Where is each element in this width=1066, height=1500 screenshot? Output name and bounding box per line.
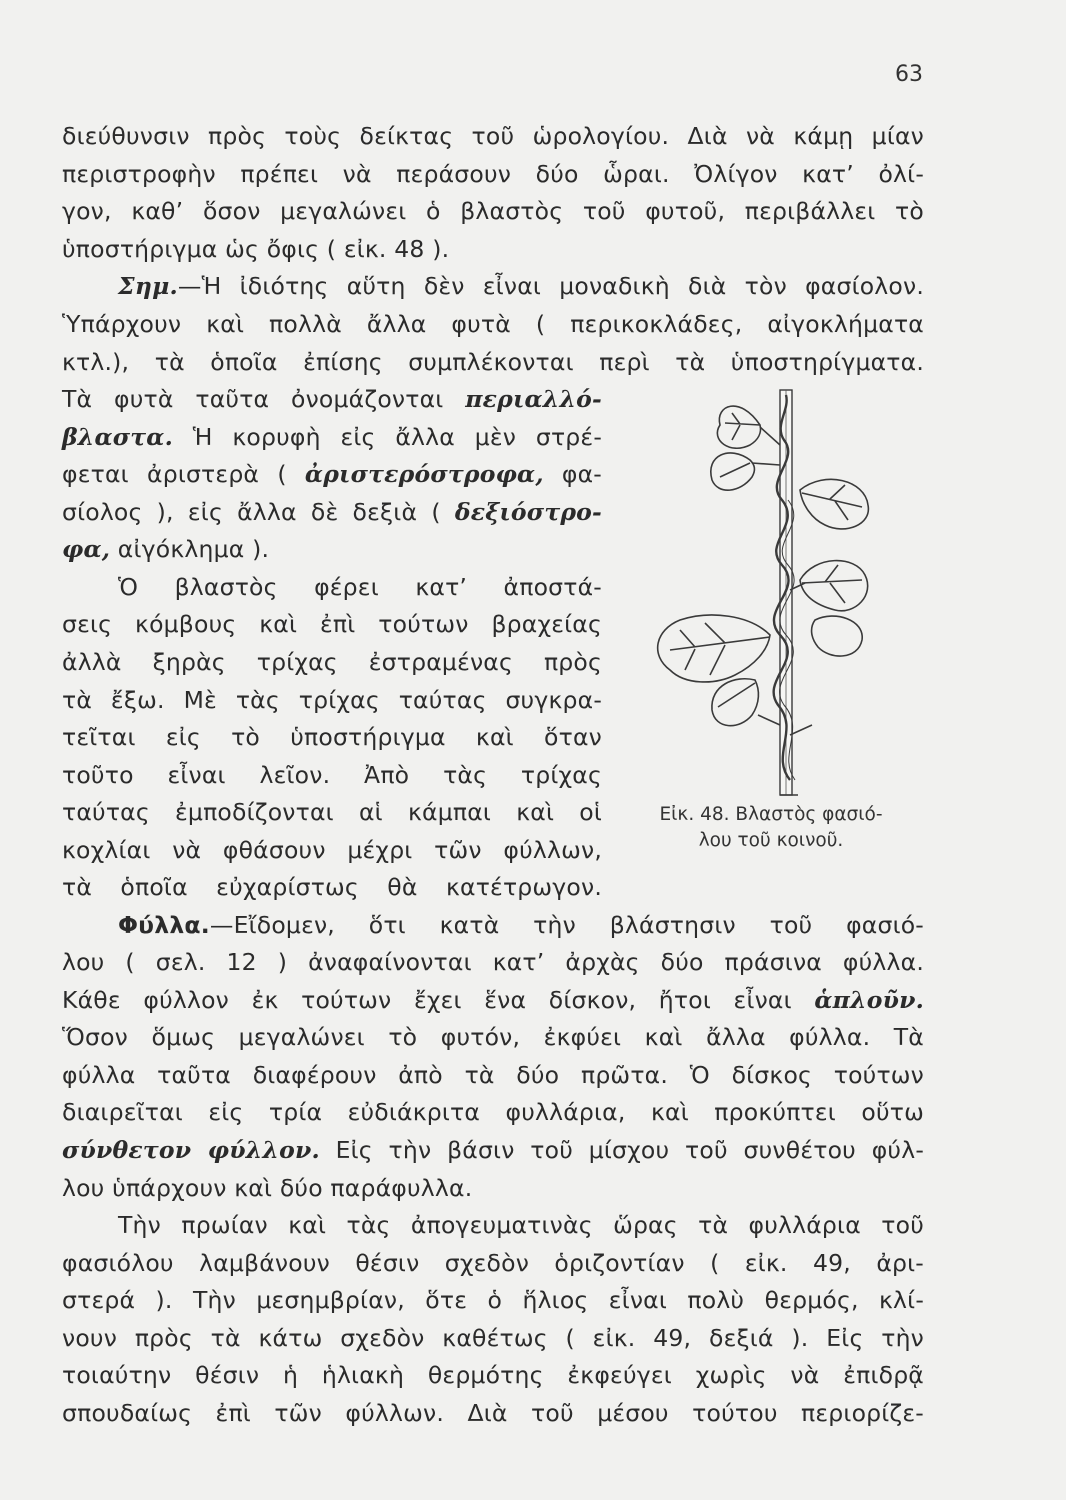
text-line: ταύτας ἐμποδίζονται αἱ κάμπαι καὶ οἱ: [62, 798, 602, 826]
text-span: Κάθε φύλλον ἐκ τούτων ἔχει ἕνα δίσκον, ἤτοι εἶναι: [62, 986, 815, 1014]
text-line: τοῦτο εἶναι λεῖον. Ἀπὸ τὰς τρίχας: [62, 761, 602, 789]
figure-caption: [636, 802, 906, 854]
text-line: ἀλλὰ ξηρὰς τρίχας ἐστραμένας πρὸς: [62, 648, 602, 676]
term-aploun: ἁπλοῦν.: [814, 986, 924, 1014]
text-line: φασιόλου λαμβάνουν θέσιν σχεδὸν ὁριζοντίαν ( εἰκ. 49, ἀρι-: [62, 1249, 924, 1277]
text-line: διεύθυνσιν πρὸς τοὺς δείκτας τοῦ ὡρολογίου. Διὰ νὰ κάμῃ μίαν: [62, 122, 924, 150]
term-dexiostrofa: δεξιόστρο-: [454, 498, 602, 526]
text-line: λου ὑπάρχουν καὶ δύο παράφυλλα.: [62, 1174, 473, 1202]
text-line: περιστροφὴν πρέπει νὰ περάσουν δύο ὧραι. Ὀλίγον κατ’ ὀλί-: [62, 160, 924, 188]
text-span: αἰγόκλημα ).: [110, 535, 270, 563]
text-span: Τὰ φυτὰ ταῦτα ὀνομάζονται: [62, 385, 466, 413]
text-line: κοχλίαι νὰ φθάσουν μέχρι τῶν φύλλων,: [62, 836, 602, 864]
text-line: τεῖται εἰς τὸ ὑποστήριγμα καὶ ὅταν: [62, 723, 602, 751]
text-line: ὑποστήριγμα ὡς ὄφις ( εἰκ. 48 ).: [62, 235, 450, 263]
term-perialloblasta-end: βλαστα.: [62, 423, 173, 451]
text-line: [62, 494, 602, 530]
term-dexiostrofa-end: φα,: [62, 535, 111, 563]
term-syntheton-fyllon: σύνθετον φύλλον.: [62, 1136, 320, 1164]
text-line: γον, καθ’ ὅσον μεγαλώνει ὁ βλαστὸς τοῦ φυτοῦ, περιβάλλει τὸ: [62, 197, 924, 225]
text-line: τὰ ὁποῖα εὐχαρίστως θὰ κατέτρωγον.: [62, 873, 602, 901]
note-line: [118, 268, 924, 304]
text-line: [62, 456, 602, 492]
text-span: σίολος ), εἰς ἄλλα δὲ δεξιὰ (: [62, 498, 455, 526]
note-text: —Ἡ ἰδιότης αὕτη δὲν εἶναι μοναδικὴ διὰ τὸν φασίολον.: [177, 272, 924, 300]
text-line: φύλλα ταῦτα διαφέρουν ἀπὸ τὰ δύο πρῶτα. Ὁ δίσκος τούτων: [62, 1061, 924, 1089]
text-span: Εἰς τὴν βάσιν τοῦ μίσχου τοῦ συνθέτου φύλ-: [319, 1136, 924, 1164]
text-line: [62, 531, 602, 567]
note-label: Σημ.: [118, 272, 178, 300]
text-line: [62, 1132, 924, 1168]
caption-line: Εἰκ. 48. Βλαστὸς φασιό-: [659, 804, 883, 825]
text-line: [118, 907, 924, 943]
text-line: [62, 381, 602, 417]
text-span: —Εἴδομεν, ὅτι κατὰ τὴν βλάστησιν τοῦ φασιό-: [209, 911, 924, 939]
section-heading-fylla: Φύλλα.: [118, 911, 210, 939]
caption-line: λου τοῦ κοινοῦ.: [698, 830, 844, 851]
text-line: σεις κόμβους καὶ ἐπὶ τούτων βραχείας: [62, 610, 602, 638]
text-span: φεται ἀριστερὰ (: [62, 460, 305, 488]
text-span: Ἡ κορυφὴ εἰς ἄλλα μὲν στρέ-: [172, 423, 602, 451]
figure-bean-stem-illustration: [640, 385, 900, 805]
text-line: Ὑπάρχουν καὶ πολλὰ ἄλλα φυτὰ ( περικοκλάδες, αἰγοκλήματα: [62, 310, 924, 338]
text-span: φα-: [543, 460, 602, 488]
text-line: λου ( σελ. 12 ) ἀναφαίνονται κατ’ ἀρχὰς δύο πράσινα φύλλα.: [62, 948, 924, 976]
text-line: [62, 982, 924, 1018]
text-line: στερά ). Τὴν μεσημβρίαν, ὅτε ὁ ἥλιος εἶναι πολὺ θερμός, κλί-: [62, 1286, 924, 1314]
page-number: 63: [895, 62, 923, 87]
text-line: Ὁ βλαστὸς φέρει κατ’ ἀποστά-: [118, 573, 602, 601]
text-line: σπουδαίως ἐπὶ τῶν φύλλων. Διὰ τοῦ μέσου τούτου περιορίζε-: [62, 1399, 924, 1427]
text-line: τοιαύτην θέσιν ἡ ἡλιακὴ θερμότης ἐκφεύγει χωρὶς νὰ ἐπιδρᾷ: [62, 1361, 924, 1389]
text-line: Τὴν πρωίαν καὶ τὰς ἀπογευματινὰς ὥρας τὰ φυλλάρια τοῦ: [118, 1211, 924, 1239]
text-line: Ὅσον ὅμως μεγαλώνει τὸ φυτόν, ἐκφύει καὶ ἄλλα φύλλα. Τὰ: [62, 1023, 924, 1051]
term-aristerostrofa: ἀριστερόστροφα,: [304, 460, 544, 488]
text-line: κτλ.), τὰ ὁποῖα ἐπίσης συμπλέκονται περὶ τὰ ὑποστηρίγματα.: [62, 348, 924, 376]
text-line: τὰ ἔξω. Μὲ τὰς τρίχας ταύτας συγκρα-: [62, 686, 602, 714]
text-line: νουν πρὸς τὰ κάτω σχεδὸν καθέτως ( εἰκ. 49, δεξιά ). Εἰς τὴν: [62, 1324, 924, 1352]
text-line: διαιρεῖται εἰς τρία εὐδιάκριτα φυλλάρια, καὶ προκύπτει οὕτω: [62, 1098, 924, 1126]
text-line: [62, 419, 602, 455]
term-perialloblasta: περιαλλό-: [465, 385, 602, 413]
